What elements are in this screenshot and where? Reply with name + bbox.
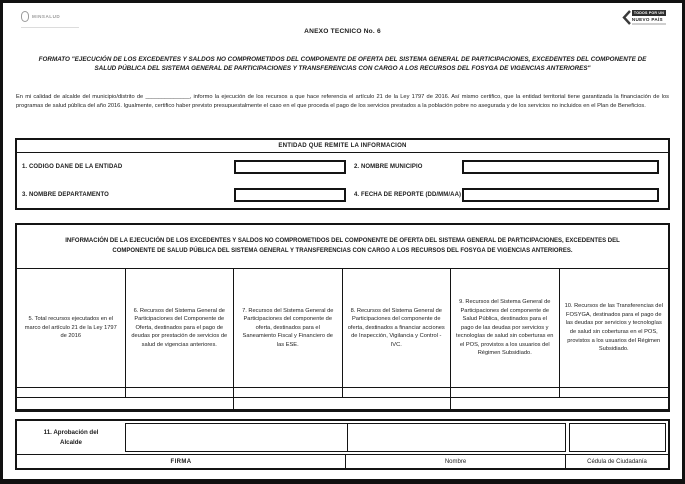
nombre-departamento-input[interactable] <box>234 188 346 202</box>
execution-section <box>15 223 670 412</box>
firma-input[interactable] <box>126 424 348 451</box>
nuevo-pais-logo <box>622 10 666 25</box>
value-row <box>17 387 668 397</box>
column-header-10: 10. Recursos de las Transferencias del FOSYGA, destinados para el pago de las deudas por servicios y tecnologías de salud sin coberturas en el POS, provistos a los usuarios del Régimen Subsidiado. <box>564 303 663 353</box>
nuevo-pais-logo-text <box>632 10 666 25</box>
fecha-reporte-input[interactable] <box>462 188 659 202</box>
value-cell-5[interactable] <box>17 388 126 397</box>
minsalud-logo <box>21 11 79 28</box>
minsalud-logo-text: MINSALUD <box>32 14 61 19</box>
nuevo-pais-logo-rule <box>632 23 666 25</box>
value-cell-8[interactable] <box>343 388 452 397</box>
merged-cell-1[interactable] <box>17 398 234 409</box>
approval-signature-row <box>17 421 668 454</box>
entity-row-1 <box>17 153 668 181</box>
anexo-number-title: ANEXO TECNICO No. 6 <box>304 28 381 35</box>
entity-section <box>15 138 670 210</box>
minsalud-emblem-icon <box>21 11 29 22</box>
nuevo-pais-logo-line1: TODOS POR UN <box>633 11 664 15</box>
nombre-municipio-input[interactable] <box>462 160 659 174</box>
nuevo-pais-logo-line2: NUEVO PAÍS <box>631 17 663 22</box>
intro-paragraph: En mi calidad de alcalde del municipio/distrito de ______________, informo la ejecución de los recursos a que hace referencia el artículo 21 de la Ley 1797 de 2016. Así mismo certifico, que la entidad territorial tiene garantizada la financiación de los programas de salud pública del año 2016. Igualmente, certifico haber previsto presupuestalmente el caso en el que proceda el pago de los servicios prestados a la población pobre no asegurada y de los servicios no incluidos en el Plan de Beneficios. <box>16 94 669 110</box>
codigo-dane-input[interactable] <box>234 160 346 174</box>
codigo-dane-label: 1. CODIGO DANE DE LA ENTIDAD <box>22 164 123 170</box>
form-title: FORMATO "EJECUCIÓN DE LOS EXCEDENTES Y SALDOS NO COMPROMETIDOS DEL COMPONENTE DE OFERTA DEL SISTEMA GENERAL DE PARTICIPACIONES, EXCEDENTES DEL COMPONENTE DE SALUD PÚBLICA DEL SISTEMA GENERAL DE PARTICIPACIONES Y TRANSFERENCIAS CON CARGO A LOS RECURSOS DEL FOSYGA DE VIGENCIAS ANTERIORES" <box>38 56 647 73</box>
column-header-5: 5. Total recursos ejecutados en el marco del artículo 21 de la Ley 1797 de 2016 <box>17 269 126 387</box>
cedula-label: Cédula de Ciudadanía <box>587 458 647 465</box>
cedula-input[interactable] <box>569 423 666 452</box>
merged-cell-3[interactable] <box>451 398 668 409</box>
approval-label: 11. Aprobación del Alcalde <box>43 429 99 446</box>
merged-cell-2[interactable] <box>234 398 451 409</box>
value-cell-9[interactable] <box>451 388 560 397</box>
nombre-label: Nombre <box>346 455 566 468</box>
nuevo-pais-flag-icon <box>622 10 631 25</box>
entity-section-title: ENTIDAD QUE REMITE LA INFORMACION <box>17 140 668 153</box>
column-header-6: 6. Recursos del Sistema General de Participaciones del Componente de Oferta, destinados para el pago de deudas por prestación de servicios de salud de vigencias anteriores. <box>126 269 235 387</box>
value-cell-6[interactable] <box>126 388 235 397</box>
nombre-departamento-label: 3. NOMBRE DEPARTAMENTO <box>22 192 109 198</box>
value-cell-10[interactable] <box>560 388 669 397</box>
nombre-input[interactable] <box>348 424 565 451</box>
approval-labels-row <box>17 454 668 468</box>
merged-subtotal-row <box>17 397 668 409</box>
value-cell-7[interactable] <box>234 388 343 397</box>
firma-nombre-box <box>125 423 566 452</box>
fecha-reporte-label: 4. FECHA DE REPORTE (DD/MM/AA) <box>354 192 462 198</box>
firma-label: FIRMA <box>17 455 346 468</box>
execution-section-title: INFORMACIÓN DE LA EJECUCIÓN DE LOS EXCEDENTES Y SALDOS NO COMPROMETIDOS DEL COMPONENTE DE OFERTA DEL SISTEMA GENERAL DE PARTICIPACIONES, EXCEDENTES DEL COMPONENTE DE SALUD PÚBLICA DEL SISTEMA GENERAL Y TRANSFERENCIAS CON CARGO A LOS RECURSOS DEL FOSYGA DE VIGENCIAS ANTERIORES. <box>17 225 668 269</box>
column-header-8: 8. Recursos del Sistema General de Participaciones del componente de oferta, destinados a financiar acciones de Inspección, Vigilancia y Control -IVC. <box>343 269 452 387</box>
column-header-7: 7. Recursos del Sistema General de Participaciones del componente de oferta, destinados para el Saneamiento Fiscal y Financiero de las ESE. <box>234 269 343 387</box>
approval-section <box>15 419 670 470</box>
column-header-9: 9. Recursos del Sistema General de Participaciones del componente de Salud Pública, destinados para el pago de las deudas por servicios y tecnologías de salud sin coberturas en el POS, provistos a los usuarios del Régimen Subsidiado. <box>451 269 560 387</box>
entity-row-2 <box>17 181 668 209</box>
column-header-row <box>17 269 668 387</box>
nombre-municipio-label: 2. NOMBRE MUNICIPIO <box>354 164 423 170</box>
